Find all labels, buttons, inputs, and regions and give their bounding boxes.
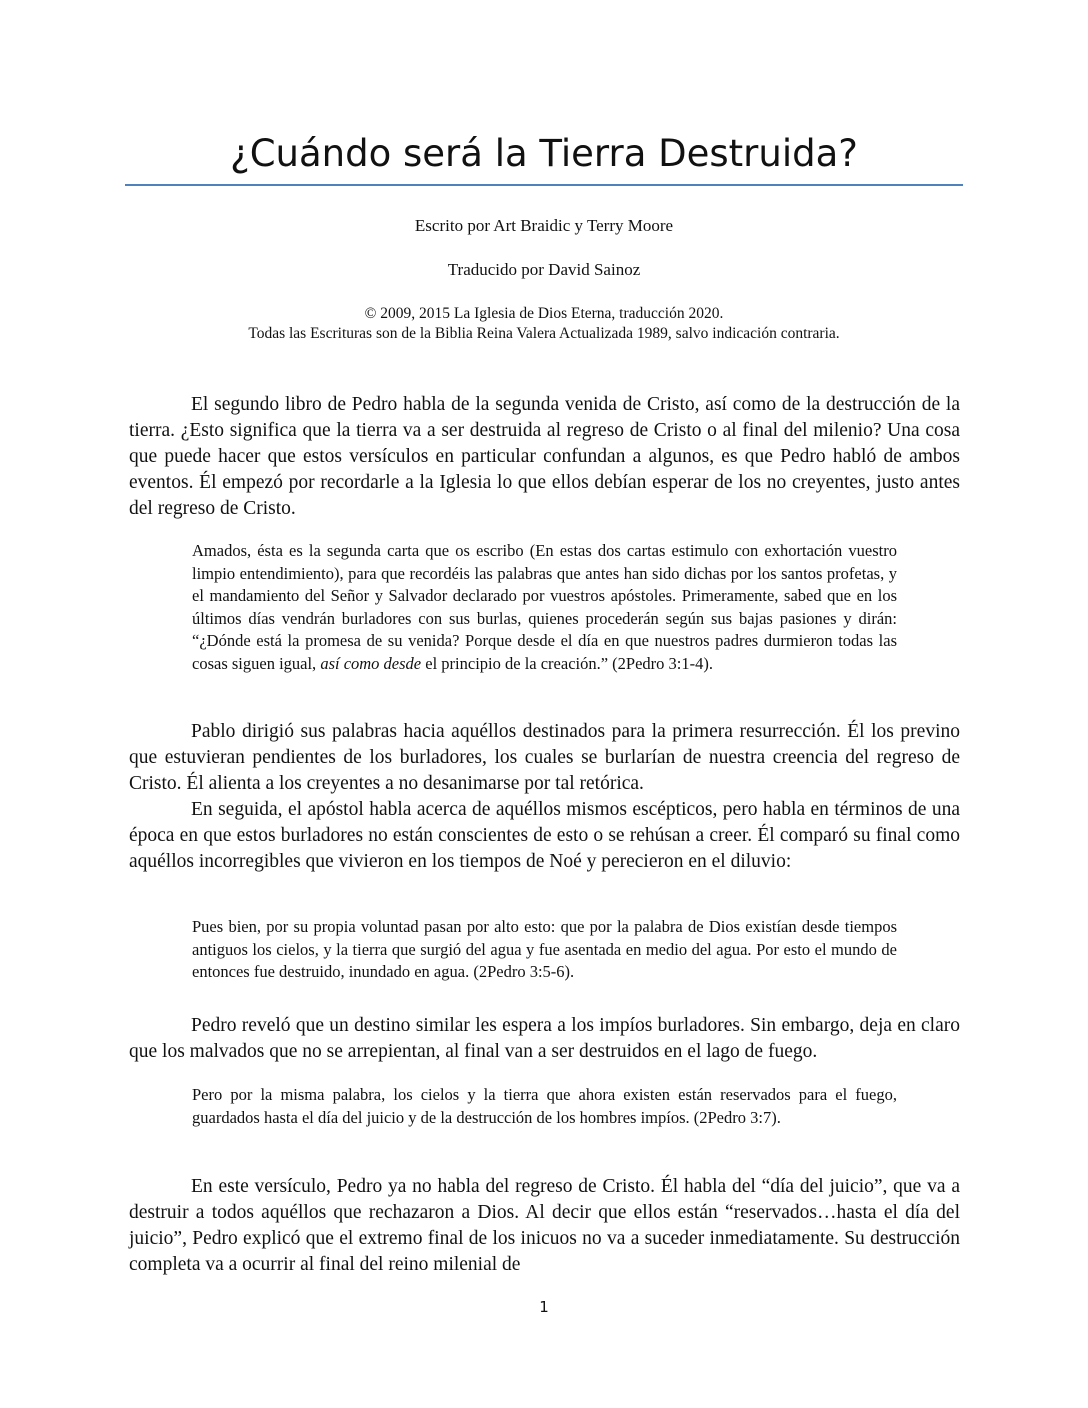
paragraph: El segundo libro de Pedro habla de la segunda venida de Cristo, así como de la destrucción de la tierra. ¿Esto significa que la tierra va a ser destruida al regreso de Cristo o al final del milenio? Una cosa que puede hacer que estos versículos en particular confundan a algunos, es que Pedro habló de ambos eventos. Él empezó por recordarle a la Iglesia lo que ellos debían esperar de los no creyentes, justo antes del regreso de Cristo. [129,394,960,519]
title-underline [125,184,963,186]
scripture-quote-1 [192,540,897,675]
paragraph: Pablo dirigió sus palabras hacia aquéllos destinados para la primera resurrección. Él los previno que estuvieran pendientes de los burladores, los cuales se burlarían de nuestra creencia del regreso de Cristo. Él alienta a los creyentes a no desanimarse por tal retórica. [129,721,960,794]
page-number: 1 [539,1298,549,1316]
quote-text: Amados, ésta es la segunda carta que os escribo (En estas dos cartas estimulo con exhortación vuestro limpio entendimiento), para que recordéis las palabras que antes han sido dichas por los santos profetas, y el mandamiento del Señor y Salvador declarado por vuestros apóstoles. Primeramente, sabed que en los últimos días vendrán burladores con sus burlas, quienes procederán según sus bajas pasiones y dirán: “¿Dónde está la promesa de su venida? Porque desde el día en que nuestros padres durmieron todas las cosas siguen igual, [192,541,897,673]
copyright-line: © 2009, 2015 La Iglesia de Dios Eterna, traducción 2020. [364,305,724,322]
body-section-3 [129,1013,960,1065]
body-section-2 [129,719,960,875]
scripture-quote-2: Pues bien, por su propia voluntad pasan por alto esto: que por la palabra de Dios existían desde tiempos antiguos los cielos, y la tierra que surgió del agua y fue asentada en medio del agua. Por esto el mundo de entonces fue destruido, inundado en agua. (2Pedro 3:5-6). [192,917,897,981]
paragraph: En este versículo, Pedro ya no habla del regreso de Cristo. Él habla del “día del juicio”, que va a destruir a todos aquéllos que rechazaron a Dios. Al decir que ellos están “reservados…hasta el día del juicio”, Pedro explicó que el extremo final de los inicuos no va a suceder inmediatamente. Su destrucción completa va a ocurrir al final del reino milenial de [129,1176,960,1275]
body-section-1 [129,392,960,522]
quote-italic-text: así como desde [320,653,422,673]
translator-line: Traducido por David Sainoz [447,260,641,279]
scripture-quote-3: Pero por la misma palabra, los cielos y la tierra que ahora existen están reservados para el fuego, guardados hasta el día del juicio y de la destrucción de los hombres impíos. (2Pedro 3:7). [192,1085,897,1127]
body-section-4 [129,1174,960,1278]
document-title: ¿Cuándo será la Tierra Destruida? [230,132,858,175]
paragraph: En seguida, el apóstol habla acerca de aquéllos mismos escépticos, pero habla en términos de una época en que estos burladores no están conscientes de esto o se rehúsan a creer. Él comparó su final como aquéllos incorregibles que vivieron en los tiempos de Noé y perecieron en el diluvio: [129,799,960,872]
authors-line: Escrito por Art Braidic y Terry Moore [414,216,674,235]
quote-text: el principio de la creación.” (2Pedro 3:1-4). [421,653,713,673]
paragraph: Pedro reveló que un destino similar les espera a los impíos burladores. Sin embargo, deja en claro que los malvados que no se arrepientan, al final van a ser destruidos en el lago de fuego. [129,1015,960,1062]
scripture-note: Todas las Escrituras son de la Biblia Reina Valera Actualizada 1989, salvo indicación contraria. [248,325,840,342]
